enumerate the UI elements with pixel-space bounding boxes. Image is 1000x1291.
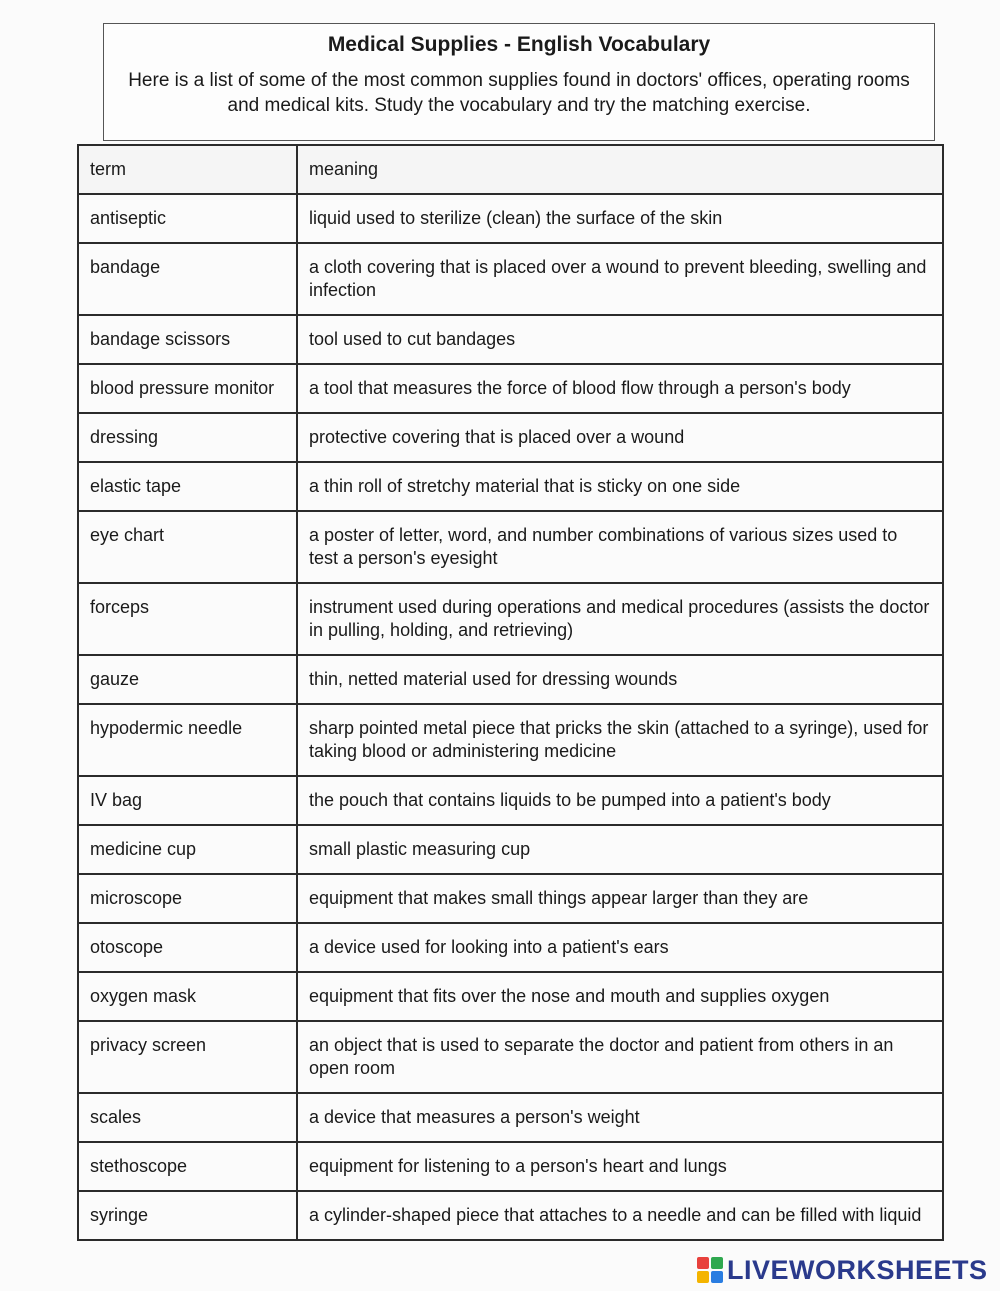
- meaning-cell: a tool that measures the force of blood flow through a person's body: [297, 364, 943, 413]
- watermark: [697, 1255, 988, 1285]
- table-row: [78, 194, 943, 243]
- header-box: [103, 23, 935, 141]
- term-cell: hypodermic needle: [78, 704, 297, 776]
- table-row: [78, 1021, 943, 1093]
- term-cell: privacy screen: [78, 1021, 297, 1093]
- meaning-cell: small plastic measuring cup: [297, 825, 943, 874]
- meaning-cell: liquid used to sterilize (clean) the surface of the skin: [297, 194, 943, 243]
- logo-square-4: [711, 1271, 723, 1283]
- meaning-cell: sharp pointed metal piece that pricks the skin (attached to a syringe), used for taking blood or administering medicine: [297, 704, 943, 776]
- table-row: [78, 1142, 943, 1191]
- meaning-cell: a thin roll of stretchy material that is sticky on one side: [297, 462, 943, 511]
- table-row: [78, 874, 943, 923]
- intro-text: Here is a list of some of the most common supplies found in doctors' offices, operating rooms and medical kits. Study the vocabulary and try the matching exercise.: [128, 70, 910, 116]
- table-row: [78, 923, 943, 972]
- logo-square-2: [711, 1257, 723, 1269]
- term-cell: gauze: [78, 655, 297, 704]
- meaning-cell: a cloth covering that is placed over a wound to prevent bleeding, swelling and infection: [297, 243, 943, 315]
- logo-square-3: [697, 1271, 709, 1283]
- term-cell: IV bag: [78, 776, 297, 825]
- meaning-cell: a device that measures a person's weight: [297, 1093, 943, 1142]
- table-row: [78, 364, 943, 413]
- page-title: Medical Supplies - English Vocabulary: [327, 33, 711, 56]
- term-cell: microscope: [78, 874, 297, 923]
- table-row: [78, 1191, 943, 1240]
- term-cell: elastic tape: [78, 462, 297, 511]
- table-row: [78, 776, 943, 825]
- term-cell: bandage: [78, 243, 297, 315]
- meaning-cell: a poster of letter, word, and number combinations of various sizes used to test a person's eyesight: [297, 511, 943, 583]
- term-cell: medicine cup: [78, 825, 297, 874]
- term-cell: forceps: [78, 583, 297, 655]
- term-cell: scales: [78, 1093, 297, 1142]
- table-row: [78, 704, 943, 776]
- table-row: [78, 972, 943, 1021]
- meaning-cell: equipment that makes small things appear larger than they are: [297, 874, 943, 923]
- meaning-cell: protective covering that is placed over a wound: [297, 413, 943, 462]
- logo-square-1: [697, 1257, 709, 1269]
- meaning-cell: equipment for listening to a person's heart and lungs: [297, 1142, 943, 1191]
- meaning-cell: a cylinder-shaped piece that attaches to a needle and can be filled with liquid: [297, 1191, 943, 1240]
- term-cell: blood pressure monitor: [78, 364, 297, 413]
- meaning-cell: the pouch that contains liquids to be pumped into a patient's body: [297, 776, 943, 825]
- column-header-term: term: [78, 145, 297, 194]
- meaning-cell: instrument used during operations and medical procedures (assists the doctor in pulling, holding, and retrieving): [297, 583, 943, 655]
- term-cell: antiseptic: [78, 194, 297, 243]
- table-row: [78, 583, 943, 655]
- meaning-cell: thin, netted material used for dressing wounds: [297, 655, 943, 704]
- term-cell: stethoscope: [78, 1142, 297, 1191]
- liveworksheets-logo-icon: [697, 1257, 723, 1283]
- term-cell: eye chart: [78, 511, 297, 583]
- meaning-cell: tool used to cut bandages: [297, 315, 943, 364]
- table-row: [78, 511, 943, 583]
- term-cell: otoscope: [78, 923, 297, 972]
- column-header-meaning: meaning: [297, 145, 943, 194]
- table-row: [78, 1093, 943, 1142]
- watermark-text: LIVEWORKSHEETS: [727, 1254, 988, 1285]
- table-row: [78, 243, 943, 315]
- term-cell: dressing: [78, 413, 297, 462]
- meaning-cell: an object that is used to separate the doctor and patient from others in an open room: [297, 1021, 943, 1093]
- table-row: [78, 315, 943, 364]
- table-row: [78, 825, 943, 874]
- term-cell: oxygen mask: [78, 972, 297, 1021]
- table-row: [78, 413, 943, 462]
- vocabulary-table: [77, 144, 944, 1241]
- table-row: [78, 655, 943, 704]
- meaning-cell: a device used for looking into a patient's ears: [297, 923, 943, 972]
- term-cell: syringe: [78, 1191, 297, 1240]
- table-header-row: [78, 145, 943, 194]
- term-cell: bandage scissors: [78, 315, 297, 364]
- meaning-cell: equipment that fits over the nose and mouth and supplies oxygen: [297, 972, 943, 1021]
- table-row: [78, 462, 943, 511]
